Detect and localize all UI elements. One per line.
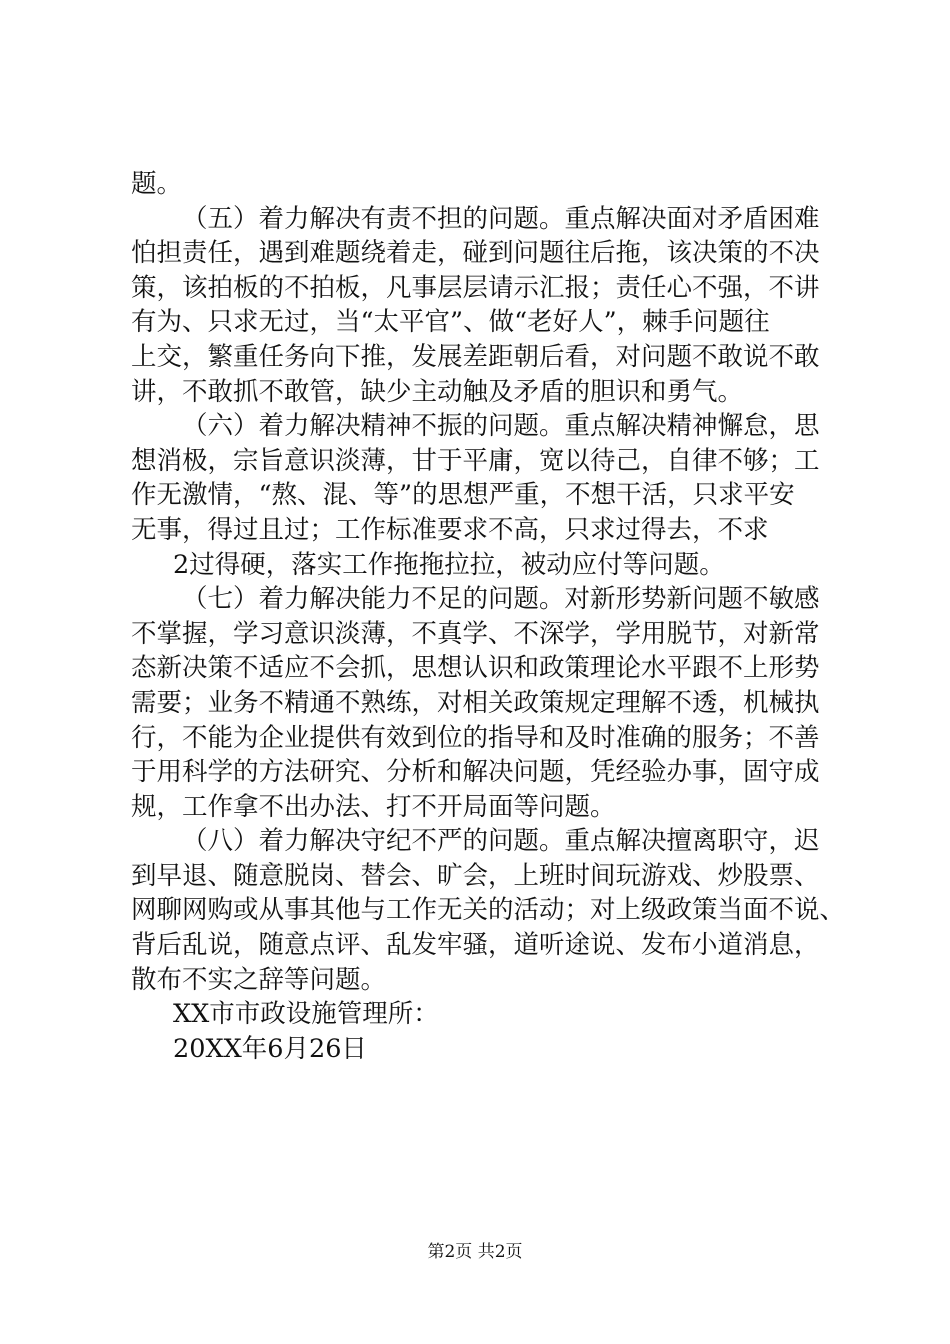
paragraph-heading-line: （五）着力解决有责不担的问题。重点解决面对矛盾困难 [182,203,820,234]
paragraph-heading-line: （六）着力解决精神不振的问题。重点解决精神懈怠，思 [182,411,820,442]
text-line: 怕担责任，遇到难题绕着走，碰到问题往后拖，该决策的不决 [131,238,820,269]
text-line: 上交，繁重任务向下推，发展差距朝后看，对问题不敢说不敢 [131,341,820,372]
organization-signature: XX市市政设施管理所： [173,999,439,1030]
paragraph-heading-line: （七）着力解决能力不足的问题。对新形势新问题不敏感 [182,584,820,615]
text-line: 到早退、随意脱岗、替会、旷会，上班时间玩游戏、炒股票、 [131,860,820,891]
text-line: 无事，得过且过；工作标准要求不高，只求过得去，不求 [131,514,769,545]
text-line: 想消极，宗旨意识淡薄，甘于平庸，宽以待己，自律不够；工 [131,445,820,476]
text-line: 题。 [131,169,183,199]
text-line: 策，该拍板的不拍板，凡事层层请示汇报；责任心不强，不讲 [131,272,820,303]
text-line: 背后乱说，随意点评、乱发牢骚，道听途说、发布小道消息， [131,930,820,961]
text-line: 于用科学的方法研究、分析和解决问题，凭经验办事，固守成 [131,757,820,788]
text-line: 有为、只求无过，当“太平官”、做“老好人”，棘手问题往 [131,307,770,338]
page-number-footer: 第2页 共2页 [427,1242,523,1262]
text-line: 讲，不敢抓不敢管，缺少主动触及矛盾的胆识和勇气。 [131,376,744,407]
text-line: 态新决策不适应不会抓，思想认识和政策理论水平跟不上形势 [131,653,820,684]
text-line: 行，不能为企业提供有效到位的指导和及时准确的服务；不善 [131,722,820,753]
text-line: 2过得硬，落实工作拖拖拉拉，被动应付等问题。 [173,549,725,580]
document-body [131,167,846,1066]
text-line: 网聊网购或从事其他与工作无关的活动；对上级政策当面不说、 [131,895,846,926]
text-line: 不掌握，学习意识淡薄，不真学、不深学，学用脱节，对新常 [131,618,820,649]
text-line: 需要；业务不精通不熟练，对相关政策规定理解不透，机械执 [131,687,820,718]
text-line: 散布不实之辞等问题。 [131,964,387,995]
text-line: 规，工作拿不出办法、打不开局面等问题。 [131,791,616,822]
document-date: 20XX年6月26日 [173,1033,367,1064]
text-line: 作无激情，“熬、混、等”的思想严重，不想干活，只求平安 [131,480,795,511]
paragraph-heading-line: （八）着力解决守纪不严的问题。重点解决擅离职守，迟 [182,826,820,857]
